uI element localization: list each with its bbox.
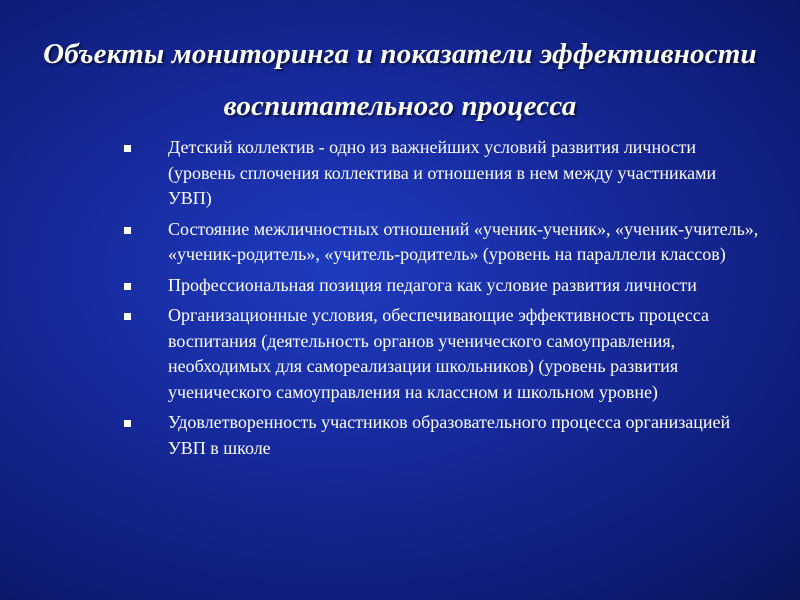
bullet-list — [124, 135, 764, 466]
bullet-item — [124, 217, 764, 268]
bullet-item — [124, 273, 764, 299]
square-bullet-icon — [124, 420, 131, 427]
square-bullet-icon — [124, 145, 131, 152]
bullet-item — [124, 410, 764, 461]
slide-title: Объекты мониторинга и показатели эффективности воспитательного процесса — [43, 38, 757, 122]
square-bullet-icon — [124, 313, 131, 320]
bullet-text: Детский коллектив - одно из важнейших условий развития личности (уровень сплочения коллектива и отношения в нем между участниками УВП) — [168, 137, 717, 208]
bullet-item — [124, 135, 764, 212]
bullet-text: Удовлетворенность участников образовательного процесса организацией УВП в школе — [168, 412, 731, 458]
bullet-text: Состояние межличностных отношений «ученик-ученик», «ученик-учитель», «ученик-родитель», «учитель-родитель» (уровень на параллели классов) — [168, 218, 759, 264]
bullet-text: Организационные условия, обеспечивающие эффективность процесса воспитания (деятельность органов ученического самоуправления, необходимых для самореализации школьников) (уровень развития ученического самоуправления на классном и школьном уровне) — [168, 305, 709, 402]
bullet-text: Профессиональная позиция педагога как условие развития личности — [168, 274, 697, 295]
bullet-item — [124, 303, 764, 405]
square-bullet-icon — [124, 283, 131, 290]
square-bullet-icon — [124, 227, 131, 234]
